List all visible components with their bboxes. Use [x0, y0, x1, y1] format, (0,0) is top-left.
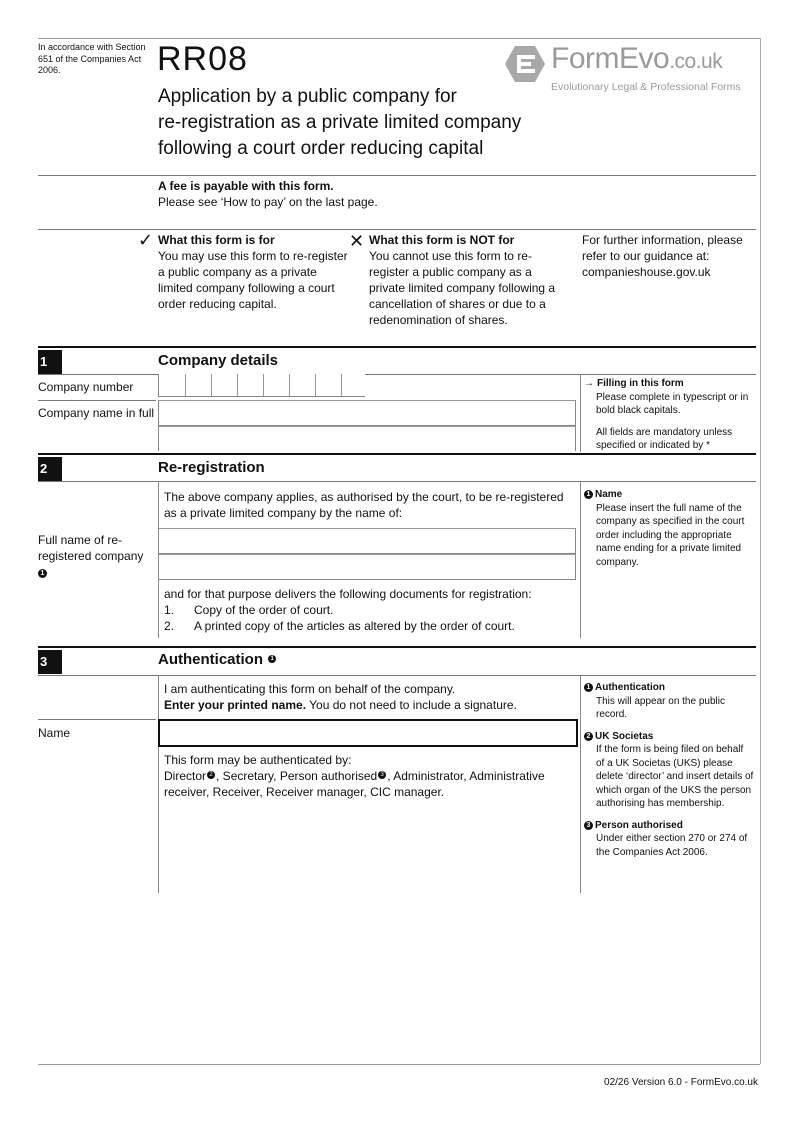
top-border	[38, 38, 760, 39]
mandatory-text: All fields are mandatory unless specified or indicated by *	[596, 426, 733, 451]
company-number-input[interactable]	[158, 374, 365, 397]
note-2-icon: 2	[584, 732, 593, 741]
note-authentication	[584, 681, 754, 722]
title-line-2: re-registration as a private limited company	[158, 112, 522, 133]
fee-notice	[158, 178, 378, 210]
section-3-notes-divider	[580, 675, 581, 893]
name-note	[584, 488, 754, 569]
authenticator-roles	[164, 768, 574, 800]
authentication-statement	[164, 681, 574, 713]
title-line-3: following a court order reducing capital	[158, 138, 484, 159]
legal-basis: In accordance with Section 651 of the Companies Act 2006.	[38, 42, 146, 75]
authenticated-by-heading: This form may be authenticated by:	[164, 753, 352, 767]
logo-domain: .co.uk	[669, 50, 723, 73]
section-2-number: 2	[38, 457, 62, 481]
company-name-input-line-1[interactable]	[158, 400, 576, 426]
note-1-ref-icon: 1	[268, 655, 276, 663]
section-3-heading	[158, 651, 277, 668]
filling-in-text: Please complete in typescript or in bold black capitals.	[596, 391, 749, 416]
not-for-block	[369, 232, 561, 328]
note-text: This will appear on the public record.	[596, 695, 725, 720]
note-uk-societas	[584, 730, 754, 811]
note-text: Under either section 270 or 274 of the Companies Act 2006.	[596, 833, 748, 858]
form-code: RR08	[157, 40, 248, 78]
bottom-border	[38, 1064, 760, 1065]
footer-version: 02/26 Version 6.0 - FormEvo.co.uk	[604, 1077, 758, 1088]
section-2-subrule	[38, 481, 756, 482]
section-2-heading: Re-registration	[158, 459, 265, 476]
new-name-input-line-1[interactable]	[158, 528, 576, 554]
note-2-ref-icon: 2	[207, 771, 215, 779]
name-note-heading: Name	[595, 489, 623, 500]
section-1-subrule	[38, 374, 756, 375]
enter-name-instruction: Enter your printed name.	[164, 698, 307, 712]
note-heading: Person authorised	[595, 819, 683, 831]
company-name-label: Company name in full	[38, 406, 155, 420]
digit-cell	[237, 374, 264, 396]
company-number-label: Company number	[38, 380, 134, 394]
authenticated-by-block	[164, 752, 574, 800]
formevo-logo-icon	[505, 44, 545, 84]
digit-cell	[263, 374, 290, 396]
logo-wordmark	[551, 42, 722, 76]
filling-in-heading: Filling in this form	[597, 378, 684, 389]
section-3-number: 3	[38, 650, 62, 674]
formevo-logo	[505, 44, 757, 96]
filling-in-note	[584, 377, 754, 453]
documents-intro: and for that purpose delivers the following documents for registration:	[164, 587, 532, 601]
fee-text: Please see ‘How to pay’ on the last page.	[158, 195, 378, 209]
name-label: Name	[38, 726, 71, 740]
document-2-text: A printed copy of the articles as altered by the order of court.	[194, 619, 515, 633]
is-for-block	[158, 232, 348, 312]
note-1-icon: 1	[584, 683, 593, 692]
note-3-ref-icon: 3	[378, 771, 386, 779]
document-1-number: 1.	[164, 603, 175, 617]
section-1-heading: Company details	[158, 352, 279, 369]
document-1-text: Copy of the order of court.	[194, 603, 334, 617]
logo-tagline: Evolutionary Legal & Professional Forms	[551, 81, 741, 93]
header-divider	[38, 175, 756, 176]
digit-cell	[289, 374, 316, 396]
section-3-subrule	[38, 675, 756, 676]
is-for-heading: What this form is for	[158, 233, 275, 247]
note-heading: Authentication	[595, 682, 665, 693]
no-signature-text: You do not need to include a signature.	[306, 698, 517, 712]
printed-name-input[interactable]	[158, 719, 578, 747]
note-heading: UK Societas	[595, 730, 654, 742]
authentication-statement-1: I am authenticating this form on behalf of the company.	[164, 682, 456, 696]
role-director: Director	[164, 769, 207, 783]
authentication-statement-2	[164, 697, 574, 713]
further-info: For further information, please refer to our guidance at: companieshouse.gov.uk	[582, 233, 743, 279]
digit-cell	[315, 374, 342, 396]
note-text: If the form is being filed on behalf of a UK Societas (UKS) please delete ‘director’ and insert details of which organ of the UKS the person authorising has membership.	[596, 744, 754, 809]
not-for-text: You cannot use this form to re-register a public company as a private limited company following a cancellation of shares or due to a redenomination of shares.	[369, 249, 556, 327]
note-1-icon: 1	[584, 490, 593, 499]
fee-heading: A fee is payable with this form.	[158, 179, 334, 193]
section-3-rule	[38, 646, 756, 648]
section-1-number: 1	[38, 350, 62, 374]
not-for-heading: What this form is NOT for	[369, 233, 515, 247]
form-title	[158, 84, 558, 162]
section-2-notes-divider	[580, 481, 581, 638]
section-1-notes-divider	[580, 374, 581, 452]
name-note-text: Please insert the full name of the company as specified in the court order including the appropriate name ending for a private limited company.	[596, 502, 745, 568]
note-3-icon: 3	[584, 821, 593, 830]
full-name-label	[38, 532, 156, 580]
section-2-rule	[38, 453, 756, 455]
row-divider	[38, 719, 156, 720]
role-rest: , Administrator, Administrative receiver, Receiver, Receiver manager, CIC manager.	[164, 769, 545, 799]
arrow-icon: →	[584, 378, 594, 389]
section-3-left-line	[158, 675, 159, 893]
document-2-number: 2.	[164, 619, 175, 633]
full-name-label-text: Full name of re-registered company	[38, 533, 144, 563]
note-1-ref-icon: 1	[38, 569, 47, 578]
role-middle: , Secretary, Person authorised	[216, 769, 378, 783]
digit-cell	[211, 374, 238, 396]
is-for-text: You may use this form to re-register a public company as a private limited company following a court order reducing capital.	[158, 249, 348, 311]
cross-icon: ✕	[349, 231, 365, 251]
company-name-input-line-2[interactable]	[158, 426, 576, 451]
row-divider	[38, 400, 156, 401]
section-3-heading-text: Authentication	[158, 651, 263, 668]
note-person-authorised	[584, 819, 754, 860]
logo-name: FormEvo	[551, 42, 670, 75]
digit-cell	[185, 374, 212, 396]
new-name-input-line-2[interactable]	[158, 554, 576, 580]
section-1-rule	[38, 346, 756, 348]
re-registration-statement: The above company applies, as authorised by the court, to be re-registered as a private limited company by the name of:	[164, 490, 564, 520]
check-icon: ✓	[138, 230, 154, 250]
authentication-notes	[584, 681, 754, 859]
title-line-1: Application by a public company for	[158, 86, 457, 107]
digit-cell	[341, 374, 368, 396]
right-border	[760, 38, 761, 1064]
